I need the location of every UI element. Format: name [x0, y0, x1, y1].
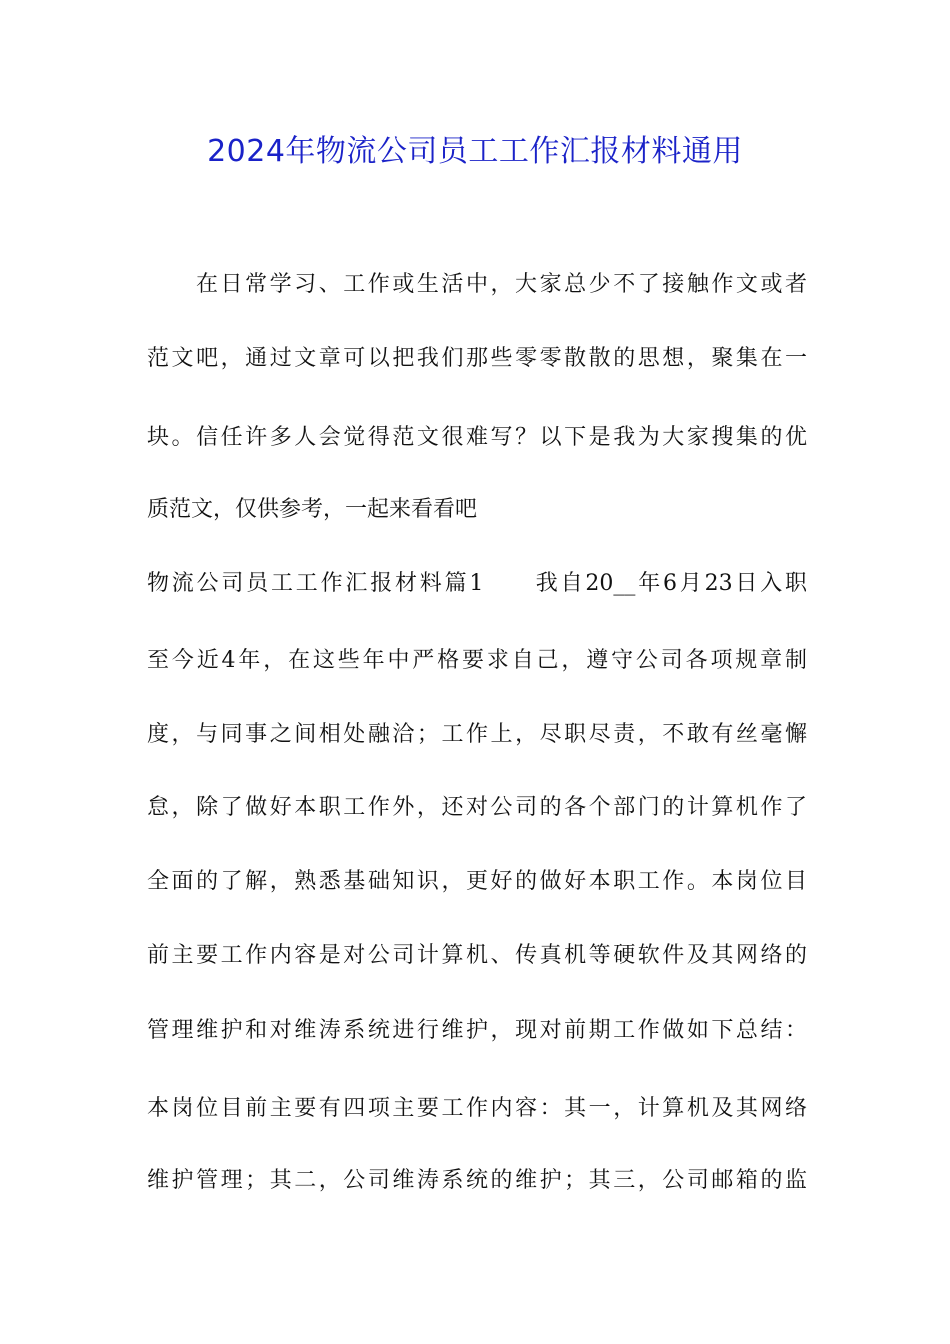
paragraph-line: 怠，除了做好本职工作外，还对公司的各个部门的计算机作了	[147, 795, 807, 820]
paragraph-line: 范文吧，通过文章可以把我们那些零零散散的思想，聚集在一	[147, 346, 807, 371]
paragraph-line: 度，与同事之间相处融洽；工作上，尽职尽责，不敢有丝毫懈	[147, 722, 807, 747]
paragraph-line: 至今近4年，在这些年中严格要求自己，遵守公司各项规章制	[147, 648, 807, 673]
paragraph-line: 维护管理；其二，公司维涛系统的维护；其三，公司邮箱的监	[147, 1168, 807, 1193]
paragraph-line: 物流公司员工工作汇报材料篇1 我自20__年6月23日入职	[147, 571, 807, 596]
paragraph-line: 本岗位目前主要有四项主要工作内容：其一，计算机及其网络	[147, 1096, 807, 1121]
paragraph-line: 在日常学习、工作或生活中，大家总少不了接触作文或者	[196, 272, 807, 297]
paragraph-line: 管理维护和对维涛系统进行维护，现对前期工作做如下总结：	[147, 1018, 807, 1043]
paragraph-line: 全面的了解，熟悉基础知识，更好的做好本职工作。本岗位目	[147, 869, 807, 894]
paragraph-line: 前主要工作内容是对公司计算机、传真机等硬软件及其网络的	[147, 943, 807, 968]
paragraph-line: 质范文，仅供参考，一起来看看吧	[147, 497, 478, 522]
document-title: 2024年物流公司员工工作汇报材料通用	[207, 134, 743, 169]
paragraph-line: 块。信任许多人会觉得范文很难写？以下是我为大家搜集的优	[147, 425, 807, 450]
